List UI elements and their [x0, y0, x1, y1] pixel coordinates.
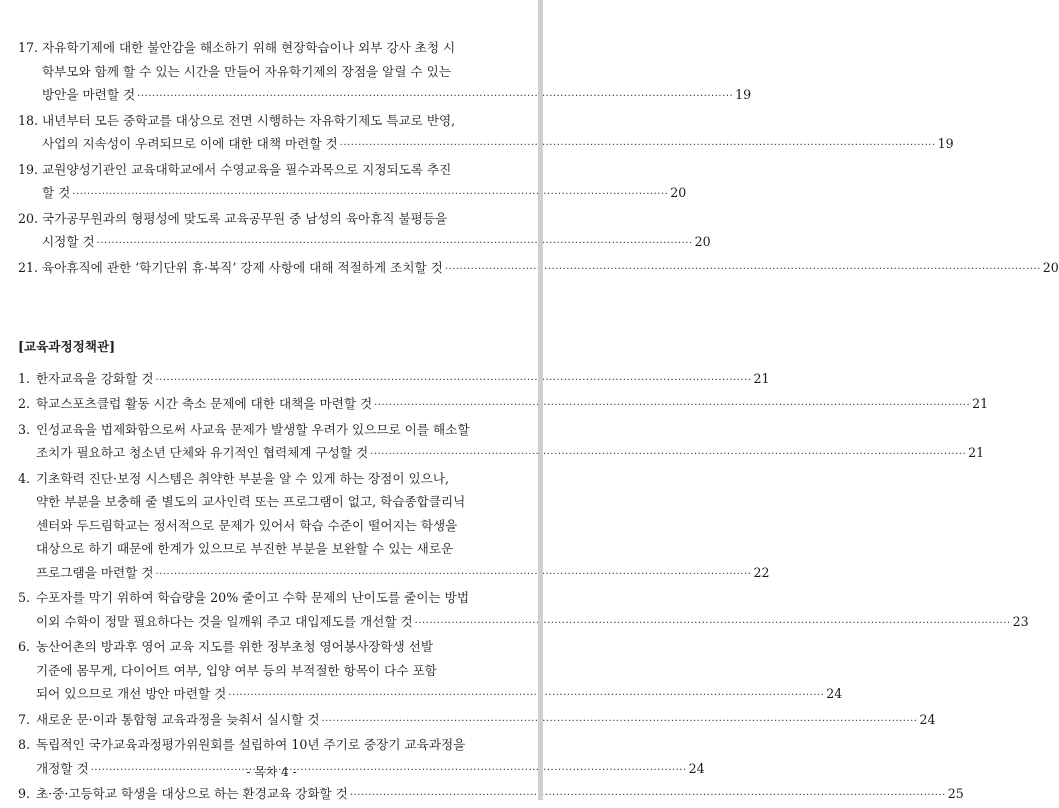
entry-text	[42, 256, 1059, 282]
leader-dots	[135, 85, 735, 109]
page-number: 24	[919, 711, 936, 727]
page-number: 20	[670, 185, 687, 200]
entry-line-text: 방안을 마련할 것	[42, 87, 136, 102]
entry-line	[36, 392, 989, 418]
section-spacer	[18, 281, 515, 335]
entry-line: 국가공무원과의 형평성에 맞도록 교육공무원 중 남성의 육아휴직 불평등을	[42, 210, 448, 226]
entry-line	[36, 682, 843, 708]
entry-number: 5.	[18, 590, 31, 605]
page-number: 22	[753, 564, 770, 580]
entry-line: 학부모와 함께 할 수 있는 시간을 만들어 자유학기제의 장점을 알릴 수 있는	[42, 63, 452, 79]
entry-text	[36, 467, 770, 587]
section-heading: [교육과정정책관]	[18, 339, 116, 354]
page-number: 21	[968, 445, 985, 460]
page-number: 24	[688, 760, 705, 776]
entry-line: 자유학기제에 대한 불안감을 해소하기 위해 현장학습이나 외부 강사 초청 시	[42, 40, 456, 55]
entry-number: 8.	[18, 737, 31, 752]
entry-line	[42, 83, 752, 109]
entry-number: 6.	[18, 639, 31, 654]
entry-line-text: 프로그램을 마련할 것	[36, 564, 154, 580]
leader-dots	[413, 612, 1013, 636]
entry-line-text: 이외 수학이 정말 필요하다는 것을 일깨워 주고 대입제도를 개선할 것	[36, 613, 413, 629]
page-number: 19	[735, 87, 752, 102]
toc-entry	[18, 782, 964, 808]
entry-line: 약한 부분을 보충해 줄 별도의 교사인력 또는 프로그램이 없고, 학습종합클리닉	[36, 494, 466, 509]
entry-number: 9.	[18, 786, 31, 801]
entry-line: 독립적인 국가교육과정평가위원회를 설립하여 10년 주기로 중장기 교육과정을	[36, 737, 466, 752]
entry-line: 내년부터 모든 중학교를 대상으로 전면 시행하는 자유학기제도 특교로 반영,	[42, 112, 456, 128]
entry-number: 18.	[18, 112, 39, 128]
entry-number: 20.	[18, 210, 39, 226]
leader-dots	[443, 258, 1043, 282]
entry-text	[36, 418, 985, 467]
entry-line-text: 새로운 문·이과 통합형 교육과정을 늦춰서 실시할 것	[36, 711, 320, 727]
entry-line	[42, 132, 954, 158]
leader-dots	[368, 443, 968, 467]
toc-entry	[18, 635, 843, 708]
entry-text	[36, 708, 936, 734]
entry-text	[42, 36, 752, 109]
page-number: 19	[937, 136, 954, 151]
entry-text	[42, 109, 954, 158]
toc-list-lower	[18, 367, 1029, 808]
entry-line: 기초학력 진단·보정 시스템은 취약한 부분을 알 수 있게 하는 장점이 있으나,	[36, 470, 450, 486]
entry-line-text: 육아휴직에 관한 ‘학기단위 휴·복직’ 강제 사항에 대해 적절하게 조치할 것	[42, 259, 443, 275]
toc-entry	[18, 36, 752, 109]
entry-number: 4.	[18, 470, 31, 486]
entry-line	[42, 230, 711, 256]
entry-text	[36, 586, 1029, 635]
page-number: 23	[1012, 613, 1029, 629]
entry-number: 19.	[18, 161, 39, 177]
entry-line: 교원양성기관인 교육대학교에서 수영교육을 필수과목으로 지정되도록 추진	[42, 161, 452, 177]
entry-text	[36, 782, 964, 808]
leader-dots	[226, 684, 826, 708]
entry-line-text: 사업의 지속성이 우려되므로 이에 대한 대책 마련할 것	[42, 136, 338, 151]
leader-dots	[372, 394, 972, 418]
entry-line-text: 시정할 것	[42, 234, 95, 249]
toc-entry	[18, 586, 1029, 635]
entry-text	[42, 158, 687, 207]
toc-entry	[18, 158, 687, 207]
leader-dots	[70, 183, 670, 207]
entry-text	[42, 207, 711, 256]
entry-text	[36, 367, 770, 393]
entry-text	[36, 392, 989, 418]
entry-line-text: 되어 있으므로 개선 방안 마련할 것	[36, 686, 227, 701]
page-footer: - 목차 4 -	[246, 765, 297, 779]
entry-line: 대상으로 하기 때문에 한계가 있으므로 부진한 부분을 보완할 수 있는 새로운	[36, 541, 454, 556]
entry-number: 17.	[18, 40, 39, 55]
leader-dots	[338, 134, 938, 158]
entry-line-text: 할 것	[42, 185, 71, 200]
leader-dots	[154, 563, 754, 587]
leader-dots	[95, 232, 695, 256]
toc-entry	[18, 467, 770, 587]
toc-entry	[18, 207, 711, 256]
page-number: 24	[826, 686, 843, 701]
page-number: 21	[753, 370, 770, 386]
entry-line: 수포자를 막기 위하여 학습량을 20% 줄이고 수학 문제의 난이도를 줄이는 방법	[36, 590, 469, 605]
toc-entry	[18, 367, 770, 393]
entry-line	[42, 181, 687, 207]
entry-number: 2.	[18, 396, 31, 411]
entry-line-text: 학교스포츠클럽 활동 시간 축소 문제에 대한 대책을 마련할 것	[36, 396, 373, 411]
page-number: 20	[1042, 259, 1059, 275]
toc-entry	[18, 708, 936, 734]
entry-line-text: 초·중·고등학교 학생을 대상으로 하는 환경교육 강화할 것	[36, 786, 348, 801]
entry-line: 인성교육을 법제화함으로써 사교육 문제가 발생할 우려가 있으므로 이를 해소할	[36, 421, 470, 437]
entry-number: 1.	[18, 370, 31, 386]
entry-number: 21.	[18, 259, 39, 275]
entry-number: 7.	[18, 711, 31, 727]
toc-entry	[18, 392, 989, 418]
page-edge-shadow	[538, 0, 543, 800]
leader-dots	[154, 369, 754, 393]
toc-list-upper	[18, 36, 1059, 281]
entry-text	[36, 635, 843, 708]
entry-line	[42, 256, 1059, 282]
entry-line	[36, 441, 985, 467]
entry-line	[36, 782, 964, 808]
entry-line: 센터와 두드림학교는 정서적으로 문제가 있어서 학습 수준이 떨어지는 학생을	[36, 517, 458, 533]
entry-line	[36, 367, 770, 393]
entry-number: 3.	[18, 421, 31, 437]
entry-line-text: 개정할 것	[36, 760, 89, 776]
entry-line	[36, 610, 1029, 636]
entry-line-text: 조치가 필요하고 청소년 단체와 유기적인 협력체계 구성할 것	[36, 445, 369, 460]
entry-line	[36, 708, 936, 734]
page-number: 25	[947, 786, 964, 801]
page-number: 20	[694, 234, 711, 249]
leader-dots	[320, 710, 920, 734]
entry-line	[36, 561, 770, 587]
entry-line-text: 한자교육을 강화할 것	[36, 370, 154, 386]
page-number: 21	[972, 396, 989, 411]
toc-entry	[18, 418, 985, 467]
entry-line: 기준에 몸무게, 다이어트 여부, 입양 여부 등의 부적절한 항목이 다수 포함	[36, 662, 437, 678]
toc-entry	[18, 109, 954, 158]
toc-page	[18, 36, 1059, 808]
leader-dots	[348, 784, 948, 808]
toc-entry	[18, 256, 1059, 282]
entry-line: 농산어촌의 방과후 영어 교육 지도를 위한 정부초청 영어봉사장학생 선발	[36, 639, 433, 654]
